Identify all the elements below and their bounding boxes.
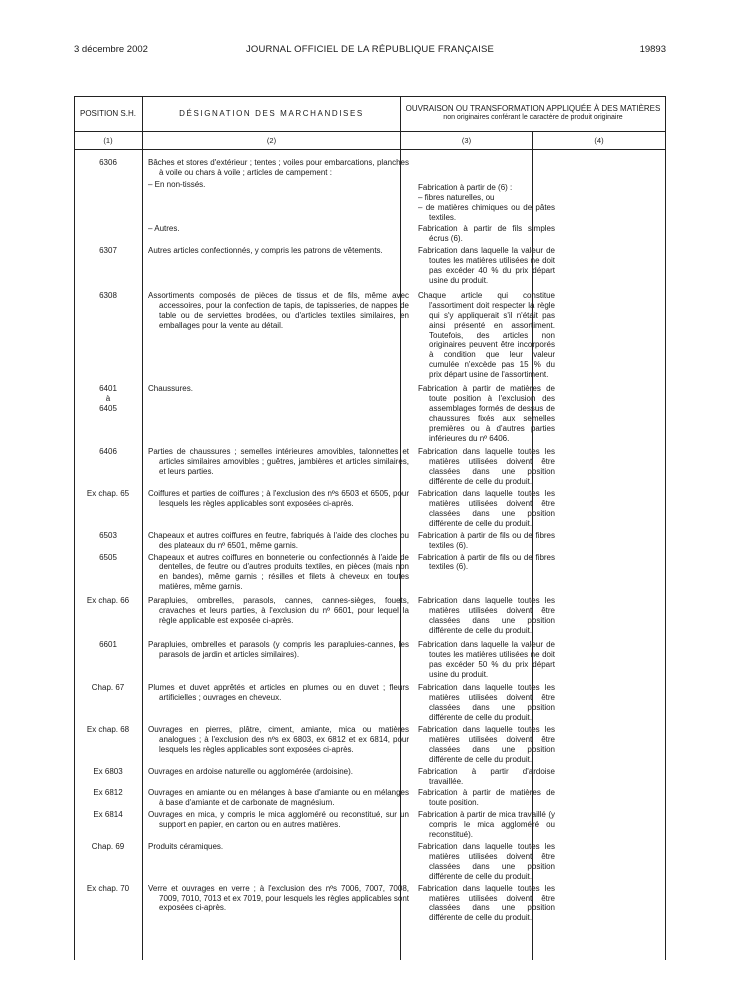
designation-cell bbox=[148, 203, 409, 223]
rule-cell: Fabrication dans laquelle toutes les matières utilisées doivent être classées dans une position différente de celle du produit. bbox=[418, 489, 555, 528]
position-cell: Ex chap. 70 bbox=[86, 883, 130, 893]
position-cell: Ex chap. 66 bbox=[86, 596, 130, 606]
table-row bbox=[74, 767, 666, 787]
rule-cell bbox=[418, 158, 555, 178]
designation-cell: Ouvrages en ardoise naturelle ou agglomérée (ardoisine). bbox=[148, 766, 354, 776]
designation-cell: Verre et ouvrages en verre ; à l'exclusion des nºs 7006, 7007, 7008, 7009, 7010, 7013 et ex 7019, pour lesquels les règles applicables sont exposées ci-après. bbox=[148, 883, 409, 913]
rule-cell: Fabrication à partir de matières de toute position à l'exclusion des assemblages formés de dessus de chaussures fixés aux semelles premières ou à d'autres parties inférieures du nº 6406. bbox=[418, 384, 555, 443]
table-row bbox=[74, 810, 666, 840]
rule-cell: Fabrication dans laquelle toutes les matières utilisées doivent être classées dans une position différente de celle du produit. bbox=[418, 447, 555, 487]
table-row bbox=[74, 788, 666, 808]
position-cell: Chap. 69 bbox=[91, 842, 125, 851]
rule-cell: Fabrication dans laquelle toutes les matières utilisées doivent être classées dans une position différente de celle du produit. bbox=[418, 842, 555, 881]
table-row bbox=[74, 224, 666, 244]
table-row bbox=[74, 158, 666, 178]
table-row bbox=[74, 884, 666, 924]
rule-cell: Fabrication dans laquelle la valeur de toutes les matières utilisées ne doit pas excéder 50 % du prix départ usine du produit. bbox=[418, 639, 555, 679]
table-row bbox=[74, 193, 666, 203]
position-cell bbox=[74, 203, 142, 223]
designation-cell: Chapeaux et autres coiffures en bonneterie ou confectionnés à l'aide de dentelles, de feutre ou d'autres produits textiles, en pièces (mais non en bandes), même garnis ; résilles et filets à cheveux en toutes matières, même garnis. bbox=[148, 552, 409, 592]
rule-cell: Fabrication à partir de fils simples écrus (6). bbox=[418, 224, 555, 244]
table-row bbox=[74, 553, 666, 593]
rule-cell: Fabrication à partir d'ardoise travaillée. bbox=[418, 766, 555, 786]
col-number-3: (3) bbox=[461, 135, 472, 145]
col-header-ouvraison-line1: OUVRAISON OU TRANSFORMATION APPLIQUÉE À DES MATIÈRES bbox=[405, 104, 661, 113]
position-cell: Ex chap. 68 bbox=[86, 725, 130, 735]
table-row bbox=[74, 596, 666, 636]
table-row bbox=[74, 246, 666, 286]
position-cell: 6406 bbox=[99, 447, 117, 457]
rule-cell: Fabrication à partir de matières de toute position. bbox=[418, 788, 555, 808]
rule-cell: Fabrication à partir de fils ou de fibres textiles (6). bbox=[418, 530, 555, 550]
table-row bbox=[74, 725, 666, 765]
table-row bbox=[74, 180, 666, 193]
designation-cell: Assortiments composés de pièces de tissus et de fils, même avec accessoires, pour la confection de tapis, de tapisseries, de nappes de table ou de serviettes brodées, ou d'articles textiles similaires, en emballages pour la vente au détail. bbox=[148, 290, 409, 330]
designation-cell: – En non-tissés. bbox=[148, 179, 206, 189]
designation-cell: Parapluies, ombrelles et parasols (y compris les parapluies-cannes, les parasols de jardin et articles similaires). bbox=[148, 639, 409, 659]
table-row bbox=[74, 640, 666, 680]
rule-cell: – fibres naturelles, ou bbox=[418, 192, 495, 202]
position-cell bbox=[74, 224, 142, 244]
table-row bbox=[74, 842, 666, 882]
colnum-divider bbox=[74, 149, 666, 150]
position-cell: Ex 6812 bbox=[93, 788, 123, 798]
position-cell bbox=[74, 180, 142, 193]
issue-date: 3 décembre 2002 bbox=[74, 44, 148, 55]
rule-cell: Fabrication dans laquelle la valeur de toutes les matières utilisées ne doit pas excéder 40 % du prix départ usine du produit. bbox=[418, 246, 555, 285]
col-number-1: (1) bbox=[103, 135, 113, 145]
position-cell: 6307 bbox=[99, 246, 117, 256]
rule-cell: Fabrication dans laquelle toutes les matières utilisées doivent être classées dans une position différente de celle du produit. bbox=[418, 883, 555, 923]
designation-cell: Parties de chaussures ; semelles intérieures amovibles, talonnettes et articles similaires amovibles ; guêtres, jambières et articles similaires, et leurs parties. bbox=[148, 447, 409, 477]
rule-cell: Fabrication dans laquelle toutes les matières utilisées doivent être classées dans une position différente de celle du produit. bbox=[418, 596, 555, 635]
position-cell: Ex chap. 65 bbox=[86, 489, 130, 499]
rule-cell: Chaque article qui constitue l'assortiment doit respecter la règle qui s'y appliquerait s'il n'était pas ainsi présenté en assortiment. Toutefois, des articles non originaires peuvent être incorporés à condition que leur valeur cumulée n'excède pas 15 % du prix départ usine de l'assortiment. bbox=[418, 290, 555, 380]
rule-cell: Fabrication dans laquelle toutes les matières utilisées doivent être classées dans une position différente de celle du produit. bbox=[418, 683, 555, 723]
col-header-ouvraison-line2: non originaires conférant le caractère de produit originaire bbox=[443, 114, 623, 121]
table-row bbox=[74, 531, 666, 551]
designation-cell: Chaussures. bbox=[148, 384, 193, 394]
table-row bbox=[74, 203, 666, 223]
table-row bbox=[74, 489, 666, 529]
rule-cell: Fabrication à partir de mica travaillé (y compris le mica aggloméré ou reconstitué). bbox=[418, 810, 555, 840]
col-number-2: (2) bbox=[266, 135, 277, 145]
position-cell bbox=[74, 193, 142, 203]
position-cell: 6503 bbox=[99, 530, 117, 540]
designation-cell: Coiffures et parties de coiffures ; à l'exclusion des nºs 6503 et 6505, pour lesquels les règles applicables sont exposées ci-après. bbox=[148, 489, 409, 508]
rules-table bbox=[74, 96, 666, 960]
position-cell: 6505 bbox=[99, 552, 117, 562]
col-number-4: (4) bbox=[594, 135, 604, 145]
position-cell: 6601 bbox=[99, 639, 117, 649]
table-row bbox=[74, 447, 666, 487]
page-number: 19893 bbox=[639, 44, 666, 55]
journal-title: JOURNAL OFFICIEL DE LA RÉPUBLIQUE FRANÇAISE bbox=[245, 44, 495, 55]
designation-cell: Ouvrages en amiante ou en mélanges à base d'amiante ou en mélanges à base d'amiante et de carbonate de magnésium. bbox=[148, 788, 409, 808]
page-header bbox=[74, 44, 666, 60]
table-row bbox=[74, 291, 666, 380]
position-cell: Ex 6814 bbox=[93, 810, 123, 820]
designation-cell: Produits céramiques. bbox=[148, 842, 224, 851]
table-body bbox=[74, 158, 666, 925]
col-header-designation: DÉSIGNATION DES MARCHANDISES bbox=[179, 108, 364, 118]
col-header-position: POSITION S.H. bbox=[79, 108, 136, 118]
position-cell: 6401 à 6405 bbox=[99, 384, 117, 413]
designation-cell bbox=[148, 193, 409, 203]
position-cell: 6308 bbox=[99, 290, 117, 300]
table-row bbox=[74, 683, 666, 723]
col-header-ouvraison bbox=[401, 96, 665, 130]
rule-cell: Fabrication à partir de (6) : bbox=[418, 182, 513, 192]
position-cell: 6306 bbox=[99, 158, 117, 167]
designation-cell: Plumes et duvet apprêtés et articles en plumes ou en duvet ; fleurs artificielles ; ouvrages en cheveux. bbox=[148, 683, 409, 703]
designation-cell: Chapeaux et autres coiffures en feutre, fabriqués à l'aide des cloches ou des plateaux du nº 6501, même garnis. bbox=[148, 530, 409, 550]
designation-cell: Bâches et stores d'extérieur ; tentes ; voiles pour embarcations, planches à voile ou chars à voile ; articles de campement : bbox=[148, 158, 409, 177]
rule-cell: Fabrication dans laquelle toutes les matières utilisées doivent être classées dans une position différente de celle du produit. bbox=[418, 725, 555, 764]
designation-cell: – Autres. bbox=[148, 224, 180, 234]
position-cell: Chap. 67 bbox=[91, 683, 125, 693]
position-cell: Ex 6803 bbox=[93, 766, 123, 776]
table-row bbox=[74, 384, 666, 443]
designation-cell: Ouvrages en pierres, plâtre, ciment, amiante, mica ou matières analogues ; à l'exclusion des nºs ex 6803, ex 6812 et ex 6814, pour lesquels les règles applicables sont exposées ci-après. bbox=[148, 725, 409, 754]
designation-cell: Ouvrages en mica, y compris le mica aggloméré ou reconstitué, sur un support en papier, en carton ou en autres matières. bbox=[148, 810, 409, 830]
rule-cell: Fabrication à partir de fils ou de fibres textiles (6). bbox=[418, 552, 555, 572]
designation-cell: Parapluies, ombrelles, parasols, cannes, cannes-sièges, fouets, cravaches et leurs parties, à l'exclusion du nº 6601, pour lequel la règle applicable est exposée ci-après. bbox=[148, 596, 409, 625]
rule-cell: – de matières chimiques ou de pâtes textiles. bbox=[418, 202, 555, 222]
designation-cell: Autres articles confectionnés, y compris les patrons de vêtements. bbox=[148, 246, 383, 256]
